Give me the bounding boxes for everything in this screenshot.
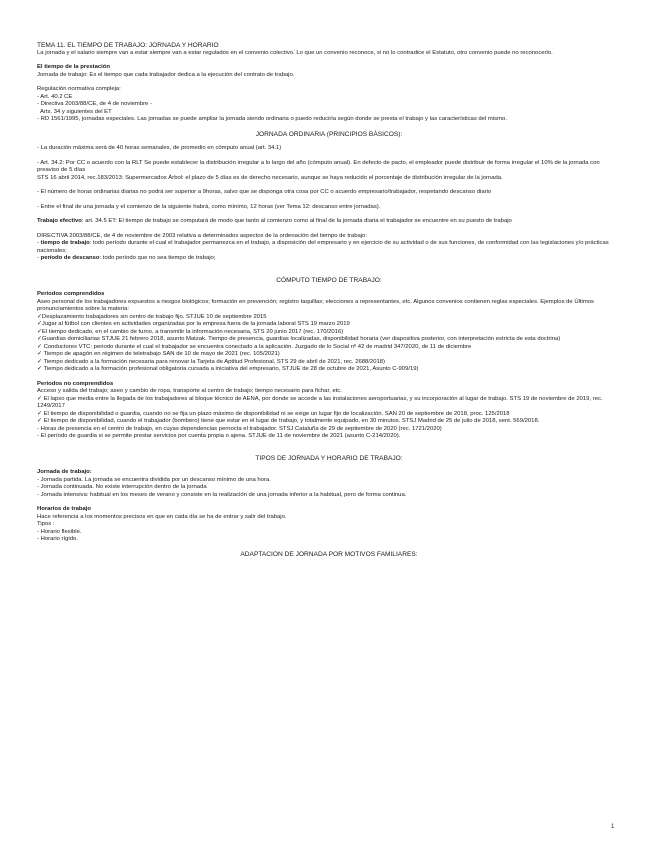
list-item: ✓ Tiempo de apagón en régimen de teletrabajo SAN de 10 de mayo de 2021 (rec. 105/2021) xyxy=(37,351,280,357)
paragraph: - El número de horas ordinarias diarias no podrá ser superior a 9horas, salvo que se disponga otra cosa por CC o acuerdo empresario/trabajador, respetando descanso diario xyxy=(37,189,492,195)
regulation-item: - Art. 40.2 CE xyxy=(37,93,73,100)
list-item: - Jornada continuada. No existe interrupción dentro de la jornada xyxy=(37,484,207,490)
list-item: - Jornada intensiva: habitual en los meses de verano y consiste en la realización de una jornada inferior a la habitual, pero de forma continua. xyxy=(37,491,407,498)
list-item: - Horas de presencia en el centro de trabajo, en cuyas dependencias pernocta el trabajador. STSJ Cataluña de 29 de septiembre de 2020 (rec. 1721/2020) xyxy=(37,425,442,432)
section-heading-adaptacion: ADAPTACION DE JORNADA POR MOTIVOS FAMILIARES: xyxy=(240,550,418,558)
paragraph: DIRECTIVA 2003/88/CE, de 4 de noviembre de 2003 relativa a determinados aspectos de la ordenación del tiempo de trabajo: xyxy=(37,232,367,239)
subheading: Jornada de trabajo: xyxy=(37,469,92,475)
regulation-item: - RD 1561/1995, jornadas especiales. Las jornadas se puede ampliar la jornada siendo ordinaria o puedo reducirla según donde se presta el trabajo y las características del mismo. xyxy=(37,116,507,122)
page-title: TEMA 11. EL TIEMPO DE TRABAJO: JORNADA Y HORARIO xyxy=(37,42,219,49)
section-heading-computo: CÓMPUTO TIEMPO DE TRABAJO: xyxy=(276,276,382,284)
paragraph: - Art. 34.2: Por CC o acuerdo con la RLT Se puede establecer la distribución irregular a lo largo del año (cómputo anual). En defecto de pacto, el empleador puede distribuir de forma irregular el 10% de la jornada con preaviso de 5 días xyxy=(37,159,600,173)
paragraph: Tipos : xyxy=(37,521,55,527)
list-item: ✓ El tiempo de disponibilidad o guardia, cuando no se fija un plazo máximo de disponibilidad ni se exige un lugar fijo de localización. SAN 20 de septiembre de 2018, proc. 125/2018 xyxy=(37,410,510,417)
list-item: ✓ El tiempo de disponibilidad, cuando el trabajador (bombero) tiene que estar en el lugar de trabajo, y totalmente equipado, en 30 minutos. STSJ Madrid de 25 de julio de 2018, sent. 569/2018. xyxy=(37,418,540,424)
list-item: ✓Desplazamiento trabajadores sin centro de trabajo fijo. STJUE 10 de septiembre 2015 xyxy=(37,313,267,320)
list-item: ✓ El lapso que media entre la llegada de los trabajadores al bloque técnico de AENA, por donde se accede a las instalaciones aeroportuarias, y su incorporación al lugar de trabajo. STS 19 de noviembre de 2019, rec. 1249/2017 xyxy=(37,395,603,409)
subheading: Horarios de trabajo xyxy=(37,506,92,512)
intro-paragraph: La jornada y el salario siempre van a estar siempre van a estar regulados en el convenio colectivo. Lo que un convenio reconoce, si no lo contradice el Estatuto, otro convenio puede no reconocerlo. xyxy=(37,49,553,56)
list-item: - El período de guardia si se permite prestar servicios por cuenta propia o ajena. STJUE de 11 de noviembre de 2021 (asunto C-214/2020). xyxy=(37,433,401,439)
bold-label: tiempo de trabajo xyxy=(40,240,90,246)
regulation-item: Arts. 34 y siguientes del ET xyxy=(40,108,112,115)
text: : todo período que no sea tiempo de trabajo; xyxy=(99,255,216,261)
regulation-item: - Directiva 2003/88/CE, de 4 de noviembre - xyxy=(37,101,152,107)
list-item: ✓Jugar al fútbol con clientes en actividades organizadas por la empresa fuera de la jornada laboral STS 19 marzo 2019 xyxy=(37,321,350,327)
section-heading-jornada-ordinaria: JORNADA ORDINARIA (PRINCIPIOS BÁSICOS): xyxy=(255,130,403,138)
paragraph: - tiempo de trabajo: todo período durante el cual el trabajador permanezca en el trabajo, a disposición del empresario y en ejercicio de su actividad o de sus funciones, de conformidad con las legislaciones y/o prácticas nacionales; xyxy=(37,240,609,254)
list-item: - Horario rígido. xyxy=(37,536,78,542)
text: : todo período durante el cual el trabajador permanezca en el trabajo, a disposición del empresario y en ejercicio de su actividad o de sus funciones, de conformidad con las legislaciones y/o prácticas nacionales; xyxy=(37,240,609,254)
list-item: - Horario flexible. xyxy=(37,528,82,535)
paragraph: Hace referencia a los momentos precisos en que en cada día se ha de entrar y salir del trabajo. xyxy=(37,513,287,520)
list-item: - Jornada partida. La jornada se encuentra dividida por un descanso mínimo de una hora. xyxy=(37,476,271,483)
subheading: Periodos comprendidos xyxy=(37,291,105,297)
paragraph: STS 16 abril 2014, rec.183/2013: Supermercados Árbol: el plazo de 5 días es de derecho necesario, aunque se haya reducido el porcentaje de distribución irregular de la jornada. xyxy=(37,174,503,181)
jornada-definition: Jornada de trabajo: Es el tiempo que cada trabajador dedica a la ejecución del contrato de trabajo. xyxy=(37,71,295,78)
page-number: 1 xyxy=(611,824,615,830)
paragraph xyxy=(37,218,621,226)
bold-label: Trabajo efectivo xyxy=(37,218,82,224)
section-heading-tipos: TIPOS DE JORNADA Y HORARIO DE TRABAJO: xyxy=(255,454,403,462)
paragraph: - período de descanso: todo período que no sea tiempo de trabajo; xyxy=(37,255,216,261)
paragraph: Aseo personal de los trabajadores expuestos a riesgos biológicos; formación en prevención; registro taquillas; elecciones a representantes, etc. Algunos convenios contienen reglas especiales. Ejemplos de Últimos pronunciamientos sobre la materia: xyxy=(37,298,594,312)
list-item: ✓El tiempo dedicado, en el cambio de turno, a transmitir la información necesaria, STS 20 junio 2017 (rec. 170/2016) xyxy=(37,328,344,335)
list-item: ✓ Tiempo dedicado a la formación profesional obligatoria cursada a iniciativa del empresario, STJUE de 28 de octubre de 2021, Asunto C-909/19) xyxy=(37,366,419,372)
list-item: ✓ Tiempo dedicado a la formación necesaria para renovar la Tarjeta de Aptitud Profesional, STS 29 de abril de 2021, rec. 2688/2018) xyxy=(37,358,386,365)
document-page xyxy=(37,42,621,558)
text: : art. 34.5 ET: El tiempo de trabajo se computará de modo que tanto al comienzo como al final de la jornada diaria el trabajador se encuentre en su puesto de trabajo xyxy=(81,218,512,224)
section-heading-prestacion: El tiempo de la prestación xyxy=(37,64,110,70)
bold-label: período de descanso xyxy=(40,255,100,261)
list-item: ✓Guardias domiciliarias STJUE 21 febrero 2018, asunto Matzak. Tiempo de presencia, guardias localizadas, disponibilidad horaria (ver diapositiva posterior, con interpretación estricta de esta doctrina) xyxy=(37,336,561,342)
paragraph: Acceso y salida del trabajo; aseo y cambio de ropa, transporte al centro de trabajo; tiempo necesario para fichar, etc. xyxy=(37,388,342,394)
paragraph: - La duración máxima será de 40 horas semanales, de promedio en cómputo anual (art. 34.1) xyxy=(37,145,282,151)
subheading: Periodos no comprendidos xyxy=(37,380,114,387)
regulation-title: Regulación normativa compleja: xyxy=(37,86,121,92)
list-item: ✓ Conductores VTC: periodo durante el cual el trabajador se encuentra conectado a la aplicación. Juzgado de lo Social nº 42 de madrid 347/2020, de 11 de diciembre xyxy=(37,343,472,350)
paragraph: - Entre el final de una jornada y el comienzo de la siguiente habrá, como mínimo, 12 horas (ver Tema 12: descanso entre jornadas). xyxy=(37,203,381,210)
